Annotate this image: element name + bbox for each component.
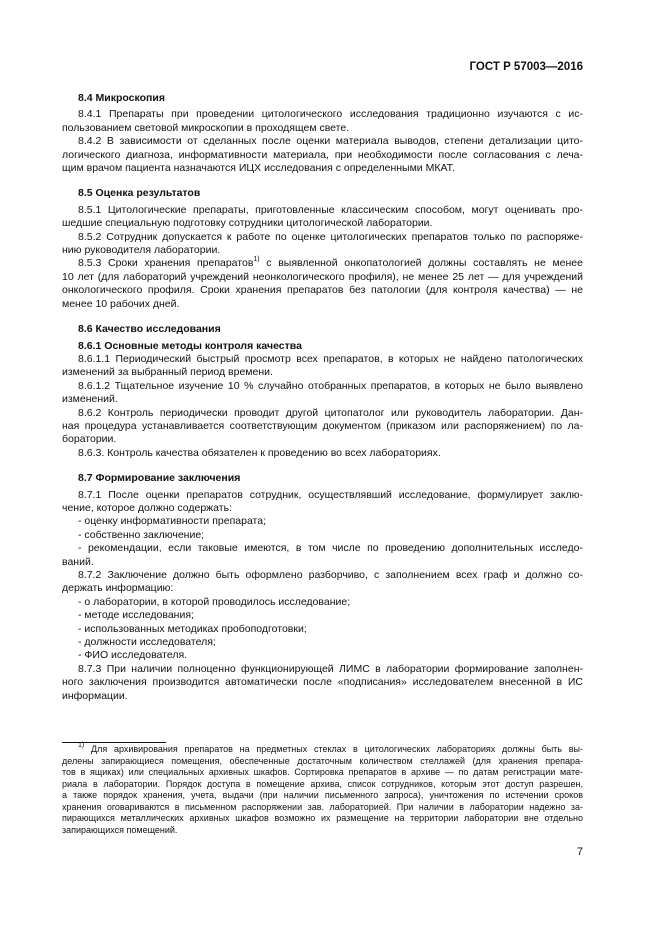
document-body xyxy=(62,92,583,703)
text-line: держать информацию: xyxy=(62,582,174,595)
text-line: 8.5.1 Цитологические препараты, приготовленные классическим способом, могут оценивать про- xyxy=(78,203,583,216)
text-line: изменений за выбранный период времени. xyxy=(62,366,273,379)
paragraph xyxy=(62,529,583,542)
text-span: с выявленной онкопатологией должны составлять не менее xyxy=(259,257,583,270)
text-line: 8.6.3. Контроль качества обязателен к проведению во всех лабораториях. xyxy=(78,446,441,459)
paragraph xyxy=(62,257,583,311)
paragraph xyxy=(62,135,583,175)
footnote xyxy=(62,744,583,836)
paragraph xyxy=(62,649,583,662)
text-line: щим врачом пациента назначаются ИЦХ исследования с определенными МКАТ. xyxy=(62,162,455,175)
paragraph xyxy=(62,515,583,528)
paragraph xyxy=(62,231,583,258)
paragraph xyxy=(62,636,583,649)
paragraph xyxy=(62,569,583,596)
footnote-line: делены запирающиеся помещения, обеспеченные достаточным количеством стеллажей (для хранения препара- xyxy=(62,755,583,766)
paragraph xyxy=(62,204,583,231)
footnote-line: запирающихся помещений. xyxy=(62,824,178,835)
text-line: - использованных методиках пробоподготовки; xyxy=(78,622,307,635)
text-line: - методе исследования; xyxy=(78,609,194,622)
text-line: пользованием световой микроскопии в проходящем свете. xyxy=(62,121,350,134)
text-line: ного заключения производится автоматически после «подписания» исследователем внесенной в ИС xyxy=(62,676,583,689)
section-heading: 8.5 Оценка результатов xyxy=(78,187,201,200)
paragraph xyxy=(62,353,583,380)
text-line: 8.5.2 Сотрудник допускается к работе по оценке цитологических препаратов только по распоряже- xyxy=(78,230,583,243)
section-heading: 8.6 Качество исследования xyxy=(78,323,221,336)
text-line: 10 лет (для лабораторий учреждений неонкологического профиля), не менее 25 лет — для учреждений xyxy=(62,270,583,283)
paragraph xyxy=(62,108,583,135)
footnote-line xyxy=(62,744,583,756)
subsection-heading: 8.6.1 Основные методы контроля качества xyxy=(78,339,302,352)
footnote-line: тов в ящиках) или специальных архивных шкафов. Сортировка препаратов в архиве — по датам регистрации мате- xyxy=(62,767,583,777)
text-line: - собственно заключение; xyxy=(78,528,205,541)
footnote-reference[interactable]: 1) xyxy=(253,256,260,264)
paragraph xyxy=(62,380,583,407)
footnote-line: пирающихся металлических архивных шкафов возможно их размещение на территории лаборатории вне отдельно xyxy=(62,813,583,823)
text-line: 8.6.1.1 Периодический быстрый просмотр всех препаратов, в которых не найдено патологических xyxy=(78,352,583,365)
text-line: 8.6.2 Контроль периодически проводит другой цитопатолог или руководитель лаборатории. Дан- xyxy=(78,406,583,419)
text-line: информации. xyxy=(62,689,128,702)
paragraph xyxy=(62,447,583,460)
footnote-text: Для архивирования препаратов на предметных стеклах в цитологических лабораториях должны быть вы- xyxy=(84,744,583,754)
text-line: изменений. xyxy=(62,393,118,406)
document-designation: ГОСТ Р 57003—2016 xyxy=(469,61,583,73)
page-number: 7 xyxy=(576,846,583,858)
text-line: ваний. xyxy=(62,555,94,568)
text-line: 8.4.1 Препараты при проведении цитологического исследования традиционно изучаются с ис- xyxy=(78,108,583,121)
text-line: - оценку информативности препарата; xyxy=(78,515,266,528)
text-line: чение, которое должно содержать: xyxy=(62,501,232,514)
text-line: нию руководителя лаборатории. xyxy=(62,244,221,257)
text-line: 8.7.2 Заключение должно быть оформлено разборчиво, с заполнением всех граф и должно со- xyxy=(78,569,583,581)
footnote-line: хранения оговариваются в письменном распоряжении зав. лабораторией. При наличии в лаборатории надежно за- xyxy=(62,801,583,812)
footnote-line: риала в лаборатории. Порядок доступа в помещение архива, список сотрудников, которым этот доступ разрешен, xyxy=(62,778,583,789)
text-line: - рекомендации, если таковые имеются, в том числе по проведению дополнительных исследо- xyxy=(78,542,583,555)
text-line: - должности исследователя; xyxy=(78,636,216,649)
text-line: онкологического профиля. Сроки хранения препаратов без патологии (для контроля качества) — не xyxy=(62,284,583,297)
text-line: 8.4.2 В зависимости от сделанных после оценки материала выводов, степени детализации цито- xyxy=(78,135,583,148)
text-line: ная процедура устанавливается соответствующим документом (приказом или распоряжением) по ла- xyxy=(62,419,583,432)
footnote-line: а также порядок хранения, учета, выдачи (при наличии письменного запроса), уничтожения по истечении сроков xyxy=(62,790,583,800)
paragraph xyxy=(62,596,583,609)
text-line: логического диагноза, информативности материала, при необходимости после согласования с леча- xyxy=(62,148,583,161)
text-line xyxy=(62,257,583,270)
text-line: 8.6.1.2 Тщательное изучение 10 % случайно отобранных препаратов, в которых не было выявлено xyxy=(78,379,583,392)
text-line: 8.7.1 После оценки препаратов сотрудник, осуществлявший исследование, формулирует заклю- xyxy=(78,488,583,501)
text-span: 8.5.3 Сроки хранения препаратов xyxy=(78,257,254,270)
text-line: - о лаборатории, в которой проводилось исследование; xyxy=(78,595,351,608)
paragraph xyxy=(62,623,583,636)
paragraph xyxy=(62,407,583,447)
text-line: - ФИО исследователя. xyxy=(78,649,188,662)
text-line: 8.7.3 При наличии полноценно функционирующей ЛИМС в лаборатории формирование заполнен- xyxy=(78,662,583,675)
section-heading: 8.4 Микроскопия xyxy=(78,92,165,104)
section-heading: 8.7 Формирование заключения xyxy=(78,472,241,485)
paragraph xyxy=(62,542,583,569)
paragraph xyxy=(62,663,583,703)
paragraph xyxy=(62,489,583,516)
text-line: менее 10 рабочих дней. xyxy=(62,297,180,310)
paragraph xyxy=(62,609,583,622)
text-line: боратории. xyxy=(62,433,117,446)
text-line: шедшие специальную подготовку сотрудники цитологической лаборатории. xyxy=(62,217,433,230)
footnote-marker: 1) xyxy=(78,742,85,749)
